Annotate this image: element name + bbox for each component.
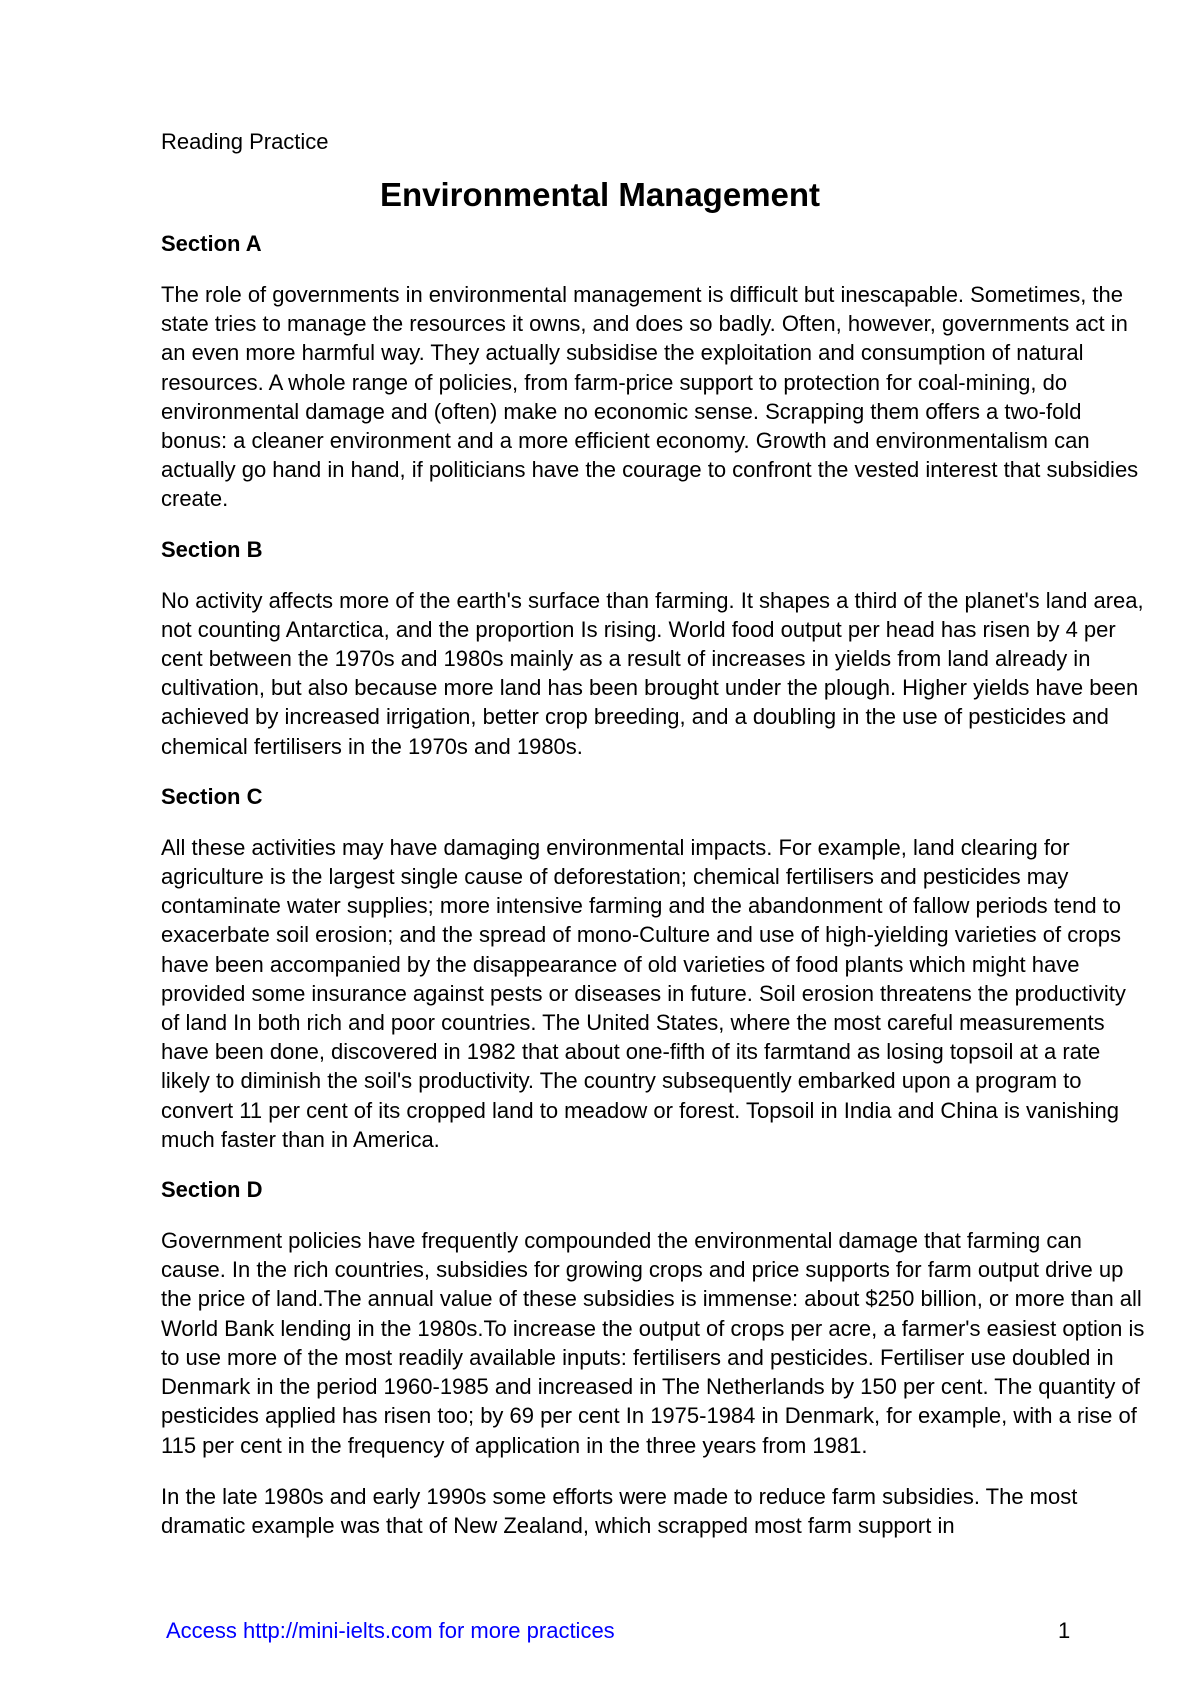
header-label: Reading Practice: [161, 129, 329, 154]
section-b: [161, 536, 1146, 761]
document-title: Environmental Management: [379, 176, 821, 213]
section-d: [161, 1176, 1146, 1540]
paragraph: All these activities may have damaging environmental impacts. For example, land clearing for agriculture is the largest single cause of deforestation; chemical fertilisers and pesticides may contaminate water supplies; more intensive farming and the abandonment of fallow periods tend to exacerbate soil erosion; and the spread of mono-Culture and use of high-yielding varieties of crops have been accompanied by the disappearance of old varieties of food plants which might have provided some insurance against pests or diseases in future. Soil erosion threatens the productivity of land In both rich and poor countries. The United States, where the most careful measurements have been done, discovered in 1982 that about one-fifth of its farmtand as losing topsoil at a rate likely to diminish the soil's productivity. The country subsequently embarked upon a program to convert 11 per cent of its cropped land to meadow or forest. Topsoil in India and China is vanishing much faster than in America.: [161, 834, 1126, 1152]
document-content: [161, 230, 1146, 1562]
section-heading: Section C: [161, 783, 263, 809]
paragraph: The role of governments in environmental management is difficult but inescapable. Sometimes, the state tries to manage the resources it owns, and does so badly. Often, however, governments act in an even more harmful way. They actually subsidise the exploitation and consumption of natural resources. A whole range of policies, from farm-price support to protection for coal-mining, do environmental damage and (often) make no economic sense. Scrapping them offers a two-fold bonus: a cleaner environment and a more efficient economy. Growth and environmentalism can actually go hand in hand, if politicians have the courage to confront the vested interest that subsidies create.: [161, 282, 1139, 512]
footer-link[interactable]: Access http://mini-ielts.com for more practices: [166, 1618, 615, 1643]
paragraph: In the late 1980s and early 1990s some efforts were made to reduce farm subsidies. The most dramatic example was that of New Zealand, which scrapped most farm support in: [161, 1483, 1078, 1538]
section-c: [161, 783, 1146, 1154]
section-heading: Section B: [161, 536, 263, 562]
section-body: [161, 833, 1146, 1154]
page-number: 1: [1058, 1618, 1071, 1643]
section-body: [161, 586, 1146, 761]
section-body: [161, 280, 1146, 514]
section-body: [161, 1226, 1146, 1540]
section-a: [161, 230, 1146, 514]
section-heading: Section D: [161, 1177, 263, 1203]
paragraph: No activity affects more of the earth's surface than farming. It shapes a third of the planet's land area, not counting Antarctica, and the proportion Is rising. World food output per head has risen by 4 per cent between the 1970s and 1980s mainly as a result of increases in yields from land already in cultivation, but also because more land has been brought under the plough. Higher yields have been achieved by increased irrigation, better crop breeding, and a doubling in the use of pesticides and chemical fertilisers in the 1970s and 1980s.: [161, 587, 1144, 759]
section-heading: Section A: [161, 231, 262, 256]
paragraph: Government policies have frequently compounded the environmental damage that farming can cause. In the rich countries, subsidies for growing crops and price supports for farm output drive up the price of land.The annual value of these subsidies is immense: about $250 billion, or more than all World Bank lending in the 1980s.To increase the output of crops per acre, a farmer's easiest option is to use more of the most readily available inputs: fertilisers and pesticides. Fertiliser use doubled in Denmark in the period 1960-1985 and increased in The Netherlands by 150 per cent. The quantity of pesticides applied has risen too; by 69 per cent In 1975-1984 in Denmark, for example, with a rise of 115 per cent in the frequency of application in the three years from 1981.: [161, 1228, 1145, 1458]
